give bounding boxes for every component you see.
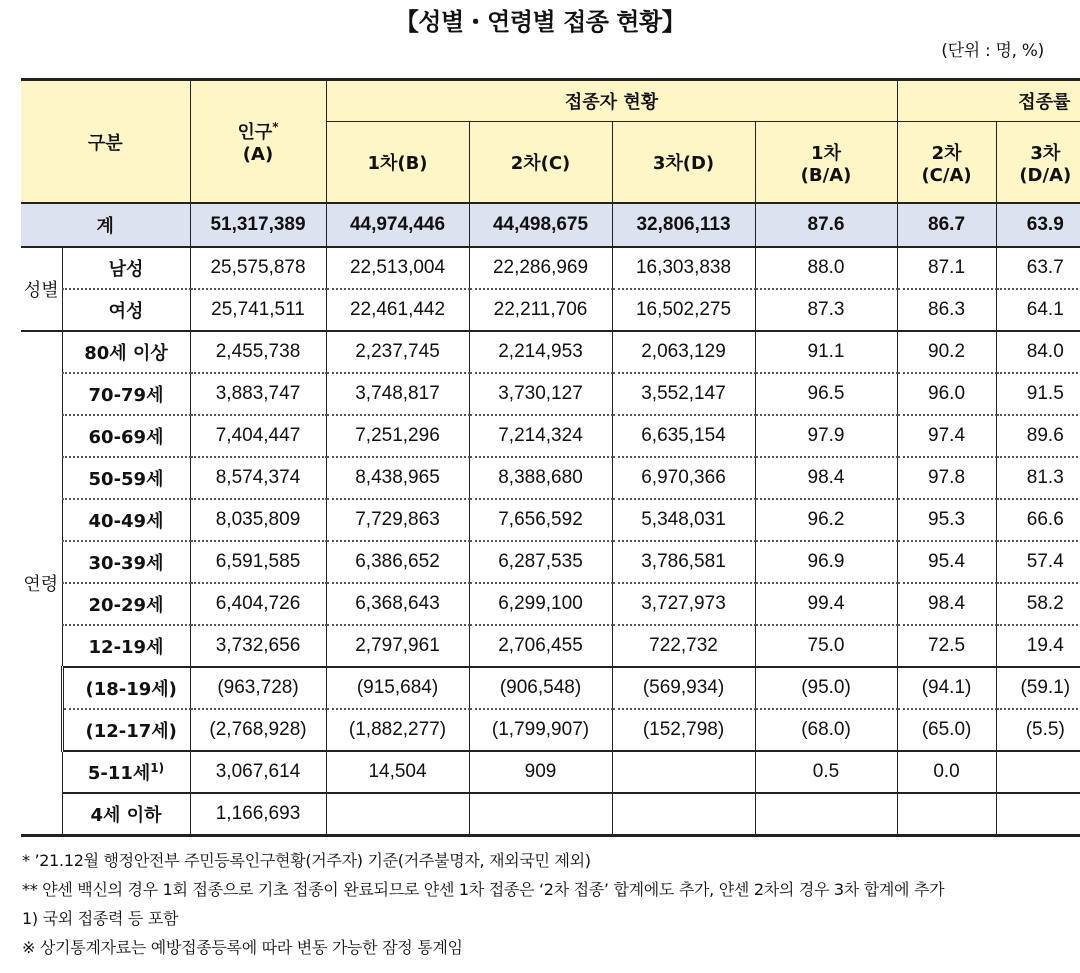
table-cell: 5,348,031: [612, 499, 755, 541]
group-label-sex: 성별: [21, 247, 62, 331]
row-label: 80세 이상: [62, 331, 190, 373]
vaccination-table: [21, 78, 1080, 837]
table-cell: 64.1: [996, 289, 1080, 331]
table-cell: 2,797,961: [326, 625, 469, 667]
table-cell: 6,368,643: [326, 583, 469, 625]
table-cell: 97.9: [755, 415, 897, 457]
table-cell: 14,504: [326, 751, 469, 793]
table-cell: 3,067,614: [190, 751, 326, 793]
table-cell: 6,404,726: [190, 583, 326, 625]
table-cell: 6,386,652: [326, 541, 469, 583]
table-cell: [612, 793, 755, 836]
total-label: 계: [21, 203, 190, 247]
table-cell: 63.9: [996, 203, 1080, 247]
row-label: 남성: [62, 247, 190, 289]
table-cell: (906,548): [469, 667, 612, 709]
table-row: [21, 541, 1080, 583]
table-cell: 909: [469, 751, 612, 793]
table-cell: 6,635,154: [612, 415, 755, 457]
table-cell: 722,732: [612, 625, 755, 667]
table-cell: 84.0: [996, 331, 1080, 373]
table-cell: 87.1: [897, 247, 996, 289]
table-cell: 2,214,953: [469, 331, 612, 373]
table-cell: 3,727,973: [612, 583, 755, 625]
header-rate: 접종률: [897, 80, 1080, 122]
table-cell: (915,684): [326, 667, 469, 709]
row-label: 50-59세: [62, 457, 190, 499]
table-cell: 6,591,585: [190, 541, 326, 583]
table-cell: 6,299,100: [469, 583, 612, 625]
table-cell: 16,502,275: [612, 289, 755, 331]
table-row: [21, 625, 1080, 667]
table-cell: 32,806,113: [612, 203, 755, 247]
table-cell: 0.0: [897, 751, 996, 793]
table-cell: [612, 751, 755, 793]
footnote-mark: 1): [150, 761, 165, 775]
table-cell: 22,211,706: [469, 289, 612, 331]
table-cell: 96.0: [897, 373, 996, 415]
table-cell: 95.4: [897, 541, 996, 583]
table-row: [21, 793, 1080, 836]
table-row: [21, 667, 1080, 709]
table-cell: 91.5: [996, 373, 1080, 415]
row-label: 4세 이하: [62, 793, 190, 836]
table-cell: [326, 793, 469, 836]
table-cell: 6,287,535: [469, 541, 612, 583]
table-row: [21, 331, 1080, 373]
table-cell: 19.4: [996, 625, 1080, 667]
footnote: ※ 상기통계자료는 예방접종등록에 따라 변동 가능한 잠정 통계임: [22, 938, 463, 957]
table-cell: 25,575,878: [190, 247, 326, 289]
unit-label: (단위 : 명, %): [941, 41, 1044, 61]
table-cell: 96.2: [755, 499, 897, 541]
table-cell: 87.3: [755, 289, 897, 331]
table-row: [21, 289, 1080, 331]
table-cell: 8,388,680: [469, 457, 612, 499]
table-row: [21, 415, 1080, 457]
header-rate3: 3차 (D/A): [996, 122, 1080, 204]
row-label: 60-69세: [62, 415, 190, 457]
table-cell: 22,513,004: [326, 247, 469, 289]
row-label: 30-39세: [62, 541, 190, 583]
table-row: [21, 373, 1080, 415]
table-cell: 22,461,442: [326, 289, 469, 331]
table-cell: 72.5: [897, 625, 996, 667]
row-label: 여성: [62, 289, 190, 331]
table-cell: (68.0): [755, 709, 897, 751]
table-cell: 97.8: [897, 457, 996, 499]
table-cell: 16,303,838: [612, 247, 755, 289]
table-cell: 3,786,581: [612, 541, 755, 583]
table-cell: 57.4: [996, 541, 1080, 583]
table-cell: [469, 793, 612, 836]
table-row: [21, 751, 1080, 793]
table-cell: 7,656,592: [469, 499, 612, 541]
table-row: [21, 247, 1080, 289]
table-cell: 7,404,447: [190, 415, 326, 457]
table-cell: (1,799,907): [469, 709, 612, 751]
table-cell: 3,883,747: [190, 373, 326, 415]
table-cell: 63.7: [996, 247, 1080, 289]
footnote: * ’21.12월 행정안전부 주민등록인구현황(거주자) 기준(거주불명자, 재외국민 제외): [22, 851, 591, 870]
table-cell: 87.6: [755, 203, 897, 247]
table-cell: 7,214,324: [469, 415, 612, 457]
row-label: 40-49세: [62, 499, 190, 541]
table-cell: (569,934): [612, 667, 755, 709]
page-title: 【성별・연령별 접종 현황】: [394, 8, 686, 36]
table-cell: (963,728): [190, 667, 326, 709]
table-cell: (94.1): [897, 667, 996, 709]
table-cell: 3,552,147: [612, 373, 755, 415]
table-cell: 75.0: [755, 625, 897, 667]
table-cell: 81.3: [996, 457, 1080, 499]
table-cell: 6,970,366: [612, 457, 755, 499]
header-rate2: 2차 (C/A): [897, 122, 996, 204]
table-cell: (59.1): [996, 667, 1080, 709]
row-label: 12-19세: [62, 625, 190, 667]
table-cell: 58.2: [996, 583, 1080, 625]
table-cell: (65.0): [897, 709, 996, 751]
header-rate1: 1차 (B/A): [755, 122, 897, 204]
table-cell: 1,166,693: [190, 793, 326, 836]
table-cell: (1,882,277): [326, 709, 469, 751]
table-cell: 98.4: [897, 583, 996, 625]
table-cell: 86.3: [897, 289, 996, 331]
header-dose1: 1차(B): [326, 122, 469, 204]
table-cell: 22,286,969: [469, 247, 612, 289]
table-row: [21, 709, 1080, 751]
table-cell: [755, 793, 897, 836]
table-cell: (5.5): [996, 709, 1080, 751]
row-label: (12-17세): [62, 709, 190, 751]
table-cell: 44,974,446: [326, 203, 469, 247]
table-cell: 25,741,511: [190, 289, 326, 331]
table-cell: 99.4: [755, 583, 897, 625]
table-cell: 88.0: [755, 247, 897, 289]
table-cell: 3,730,127: [469, 373, 612, 415]
table-cell: 3,748,817: [326, 373, 469, 415]
row-label: (18-19세): [62, 667, 190, 709]
table-cell: 98.4: [755, 457, 897, 499]
header-dose3: 3차(D): [612, 122, 755, 204]
row-label: 70-79세: [62, 373, 190, 415]
table-cell: 7,729,863: [326, 499, 469, 541]
table-cell: 90.2: [897, 331, 996, 373]
table-cell: 89.6: [996, 415, 1080, 457]
table-cell: (95.0): [755, 667, 897, 709]
table-cell: 8,574,374: [190, 457, 326, 499]
table-cell: 95.3: [897, 499, 996, 541]
table-cell: [897, 793, 996, 836]
header-population: 인구* (A): [190, 80, 326, 204]
total-row: [21, 203, 1080, 247]
table-cell: 3,732,656: [190, 625, 326, 667]
table-cell: 96.5: [755, 373, 897, 415]
row-label: 5-11세$^{1)}$: [62, 751, 190, 793]
row-label: 20-29세: [62, 583, 190, 625]
table-cell: 2,455,738: [190, 331, 326, 373]
footnote: 1) 국외 접종력 등 포함: [22, 909, 179, 928]
header-vaccinated: 접종자 현황: [326, 80, 897, 122]
table-row: [21, 499, 1080, 541]
group-label-age: 연령: [21, 331, 62, 836]
table-cell: [996, 751, 1080, 793]
table-cell: (152,798): [612, 709, 755, 751]
table-row: [21, 457, 1080, 499]
table-cell: 96.9: [755, 541, 897, 583]
footnotes: [22, 846, 944, 962]
table-row: [21, 583, 1080, 625]
table-cell: 66.6: [996, 499, 1080, 541]
table-cell: [996, 793, 1080, 836]
table-cell: 8,438,965: [326, 457, 469, 499]
table-cell: 2,706,455: [469, 625, 612, 667]
table-cell: 91.1: [755, 331, 897, 373]
footnote: ** 얀센 백신의 경우 1회 접종으로 기초 접종이 완료되므로 얀센 1차 접종은 ‘2차 접종’ 합계에도 추가, 얀센 2차의 경우 3차 합계에 추가: [22, 880, 945, 899]
table-cell: 0.5: [755, 751, 897, 793]
table-cell: 44,498,675: [469, 203, 612, 247]
header-dose2: 2차(C): [469, 122, 612, 204]
table-cell: 2,237,745: [326, 331, 469, 373]
table-cell: 7,251,296: [326, 415, 469, 457]
table-cell: 86.7: [897, 203, 996, 247]
table-cell: 8,035,809: [190, 499, 326, 541]
header-category: 구분: [21, 80, 190, 204]
table-cell: 97.4: [897, 415, 996, 457]
table-cell: 51,317,389: [190, 203, 326, 247]
table-cell: 2,063,129: [612, 331, 755, 373]
table-cell: (2,768,928): [190, 709, 326, 751]
